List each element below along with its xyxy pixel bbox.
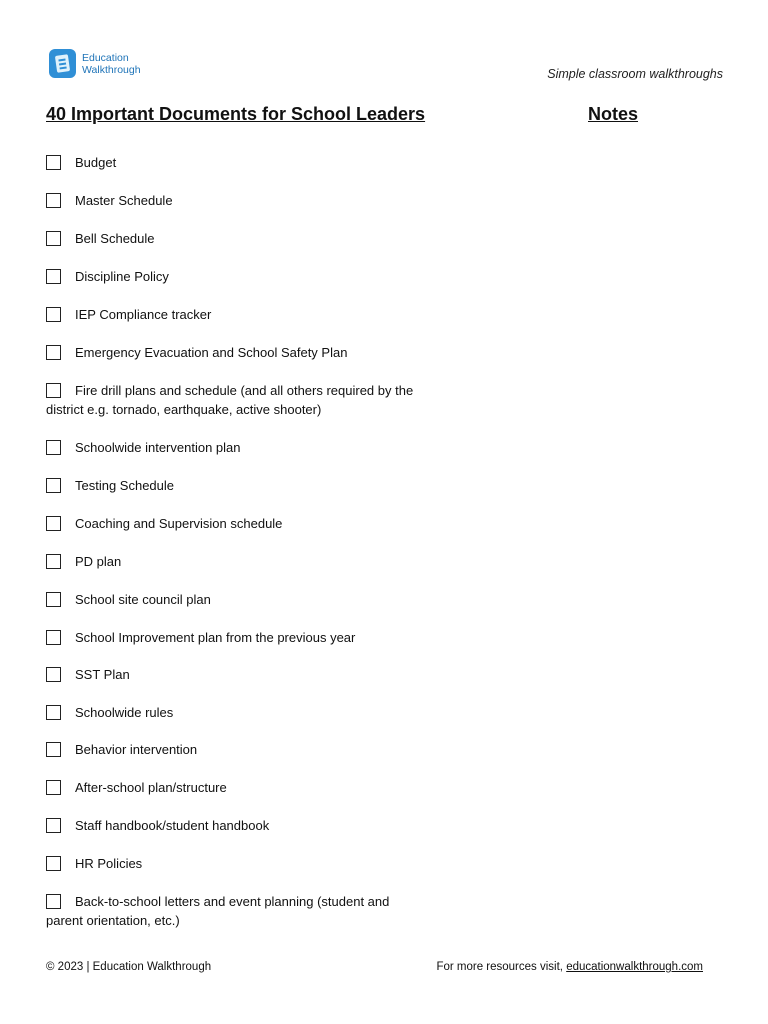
checklist-item[interactable]: [46, 552, 466, 571]
checklist-item-label: PD plan: [75, 554, 122, 569]
education-walkthrough-logo-icon: [49, 49, 76, 78]
checkbox-icon[interactable]: [46, 630, 61, 645]
checkbox-icon[interactable]: [46, 383, 61, 398]
checkbox-icon[interactable]: [46, 345, 61, 360]
checklist-item-label: Budget: [75, 155, 117, 170]
logo-line-2: Walkthrough: [82, 63, 141, 76]
checkbox-icon[interactable]: [46, 231, 61, 246]
checkbox-icon[interactable]: [46, 554, 61, 569]
checkbox-icon[interactable]: [46, 780, 61, 795]
checklist-item-label: IEP Compliance tracker: [75, 307, 212, 322]
checklist-item-label: Schoolwide rules: [75, 705, 174, 720]
checklist-item-label: Testing Schedule: [75, 478, 175, 493]
checklist-item[interactable]: [46, 590, 466, 609]
checklist-item-label: After-school plan/structure: [75, 780, 227, 795]
checklist-item[interactable]: [46, 703, 466, 722]
logo-line-1: Education: [82, 51, 129, 64]
resources-link[interactable]: educationwalkthrough.com: [566, 961, 703, 973]
checklist-item-label: Schoolwide intervention plan: [75, 440, 241, 455]
checklist-item[interactable]: [46, 153, 466, 172]
checkbox-icon[interactable]: [46, 193, 61, 208]
checklist-item[interactable]: [46, 778, 466, 797]
checklist-item[interactable]: [46, 628, 466, 647]
checkbox-icon[interactable]: [46, 667, 61, 682]
checkbox-icon[interactable]: [46, 269, 61, 284]
checklist-item-label: Behavior intervention: [75, 742, 198, 757]
checklist-item-label: School Improvement plan from the previous year: [75, 630, 356, 645]
checkbox-icon[interactable]: [46, 818, 61, 833]
checklist-item[interactable]: [46, 229, 466, 248]
checklist-item-label: HR Policies: [75, 856, 143, 871]
brand-logo: [49, 49, 141, 78]
checklist-item[interactable]: [46, 305, 466, 324]
checklist-item[interactable]: [46, 381, 441, 419]
checkbox-icon[interactable]: [46, 742, 61, 757]
notes-heading: Notes: [588, 104, 639, 124]
checkbox-icon[interactable]: [46, 307, 61, 322]
checklist-item-label: Emergency Evacuation and School Safety Plan: [75, 345, 348, 360]
document-title: 40 Important Documents for School Leaders: [46, 104, 426, 124]
checkbox-icon[interactable]: [46, 155, 61, 170]
checklist-item-label: Discipline Policy: [75, 269, 169, 284]
checklist-item[interactable]: [46, 267, 466, 286]
checklist-item[interactable]: [46, 816, 466, 835]
checklist-item-label: Fire drill plans and schedule (and all others required by the district e.g. tornado, earthquake, active shooter): [46, 383, 414, 417]
checkbox-icon[interactable]: [46, 856, 61, 871]
checkbox-icon[interactable]: [46, 705, 61, 720]
checklist-item-label: School site council plan: [75, 592, 211, 607]
checklist-item[interactable]: [46, 854, 466, 873]
checklist-item[interactable]: [46, 343, 466, 362]
checklist-item-label: SST Plan: [75, 667, 130, 682]
checklist-item[interactable]: [46, 740, 466, 759]
footer-resources: [436, 961, 703, 973]
checklist-item[interactable]: [46, 514, 466, 533]
checklist-item[interactable]: [46, 438, 466, 457]
checkbox-icon[interactable]: [46, 592, 61, 607]
checklist-item[interactable]: [46, 892, 391, 930]
checklist-item-label: Back-to-school letters and event planning (student and parent orientation, etc.): [46, 894, 390, 928]
checkbox-icon[interactable]: [46, 478, 61, 493]
checklist-item[interactable]: [46, 191, 466, 210]
checklist-item-label: Staff handbook/student handbook: [75, 818, 270, 833]
footer-resources-text: For more resources visit,: [436, 961, 567, 973]
tagline: Simple classroom walkthroughs: [547, 67, 723, 81]
checklist-item-label: Master Schedule: [75, 193, 173, 208]
checkbox-icon[interactable]: [46, 516, 61, 531]
checkbox-icon[interactable]: [46, 894, 61, 909]
checkbox-icon[interactable]: [46, 440, 61, 455]
footer-copyright: © 2023 | Education Walkthrough: [46, 961, 212, 973]
logo-text: [82, 52, 141, 76]
checklist-item[interactable]: [46, 665, 466, 684]
checklist-item-label: Bell Schedule: [75, 231, 155, 246]
checklist-item-label: Coaching and Supervision schedule: [75, 516, 283, 531]
checklist-item[interactable]: [46, 476, 466, 495]
